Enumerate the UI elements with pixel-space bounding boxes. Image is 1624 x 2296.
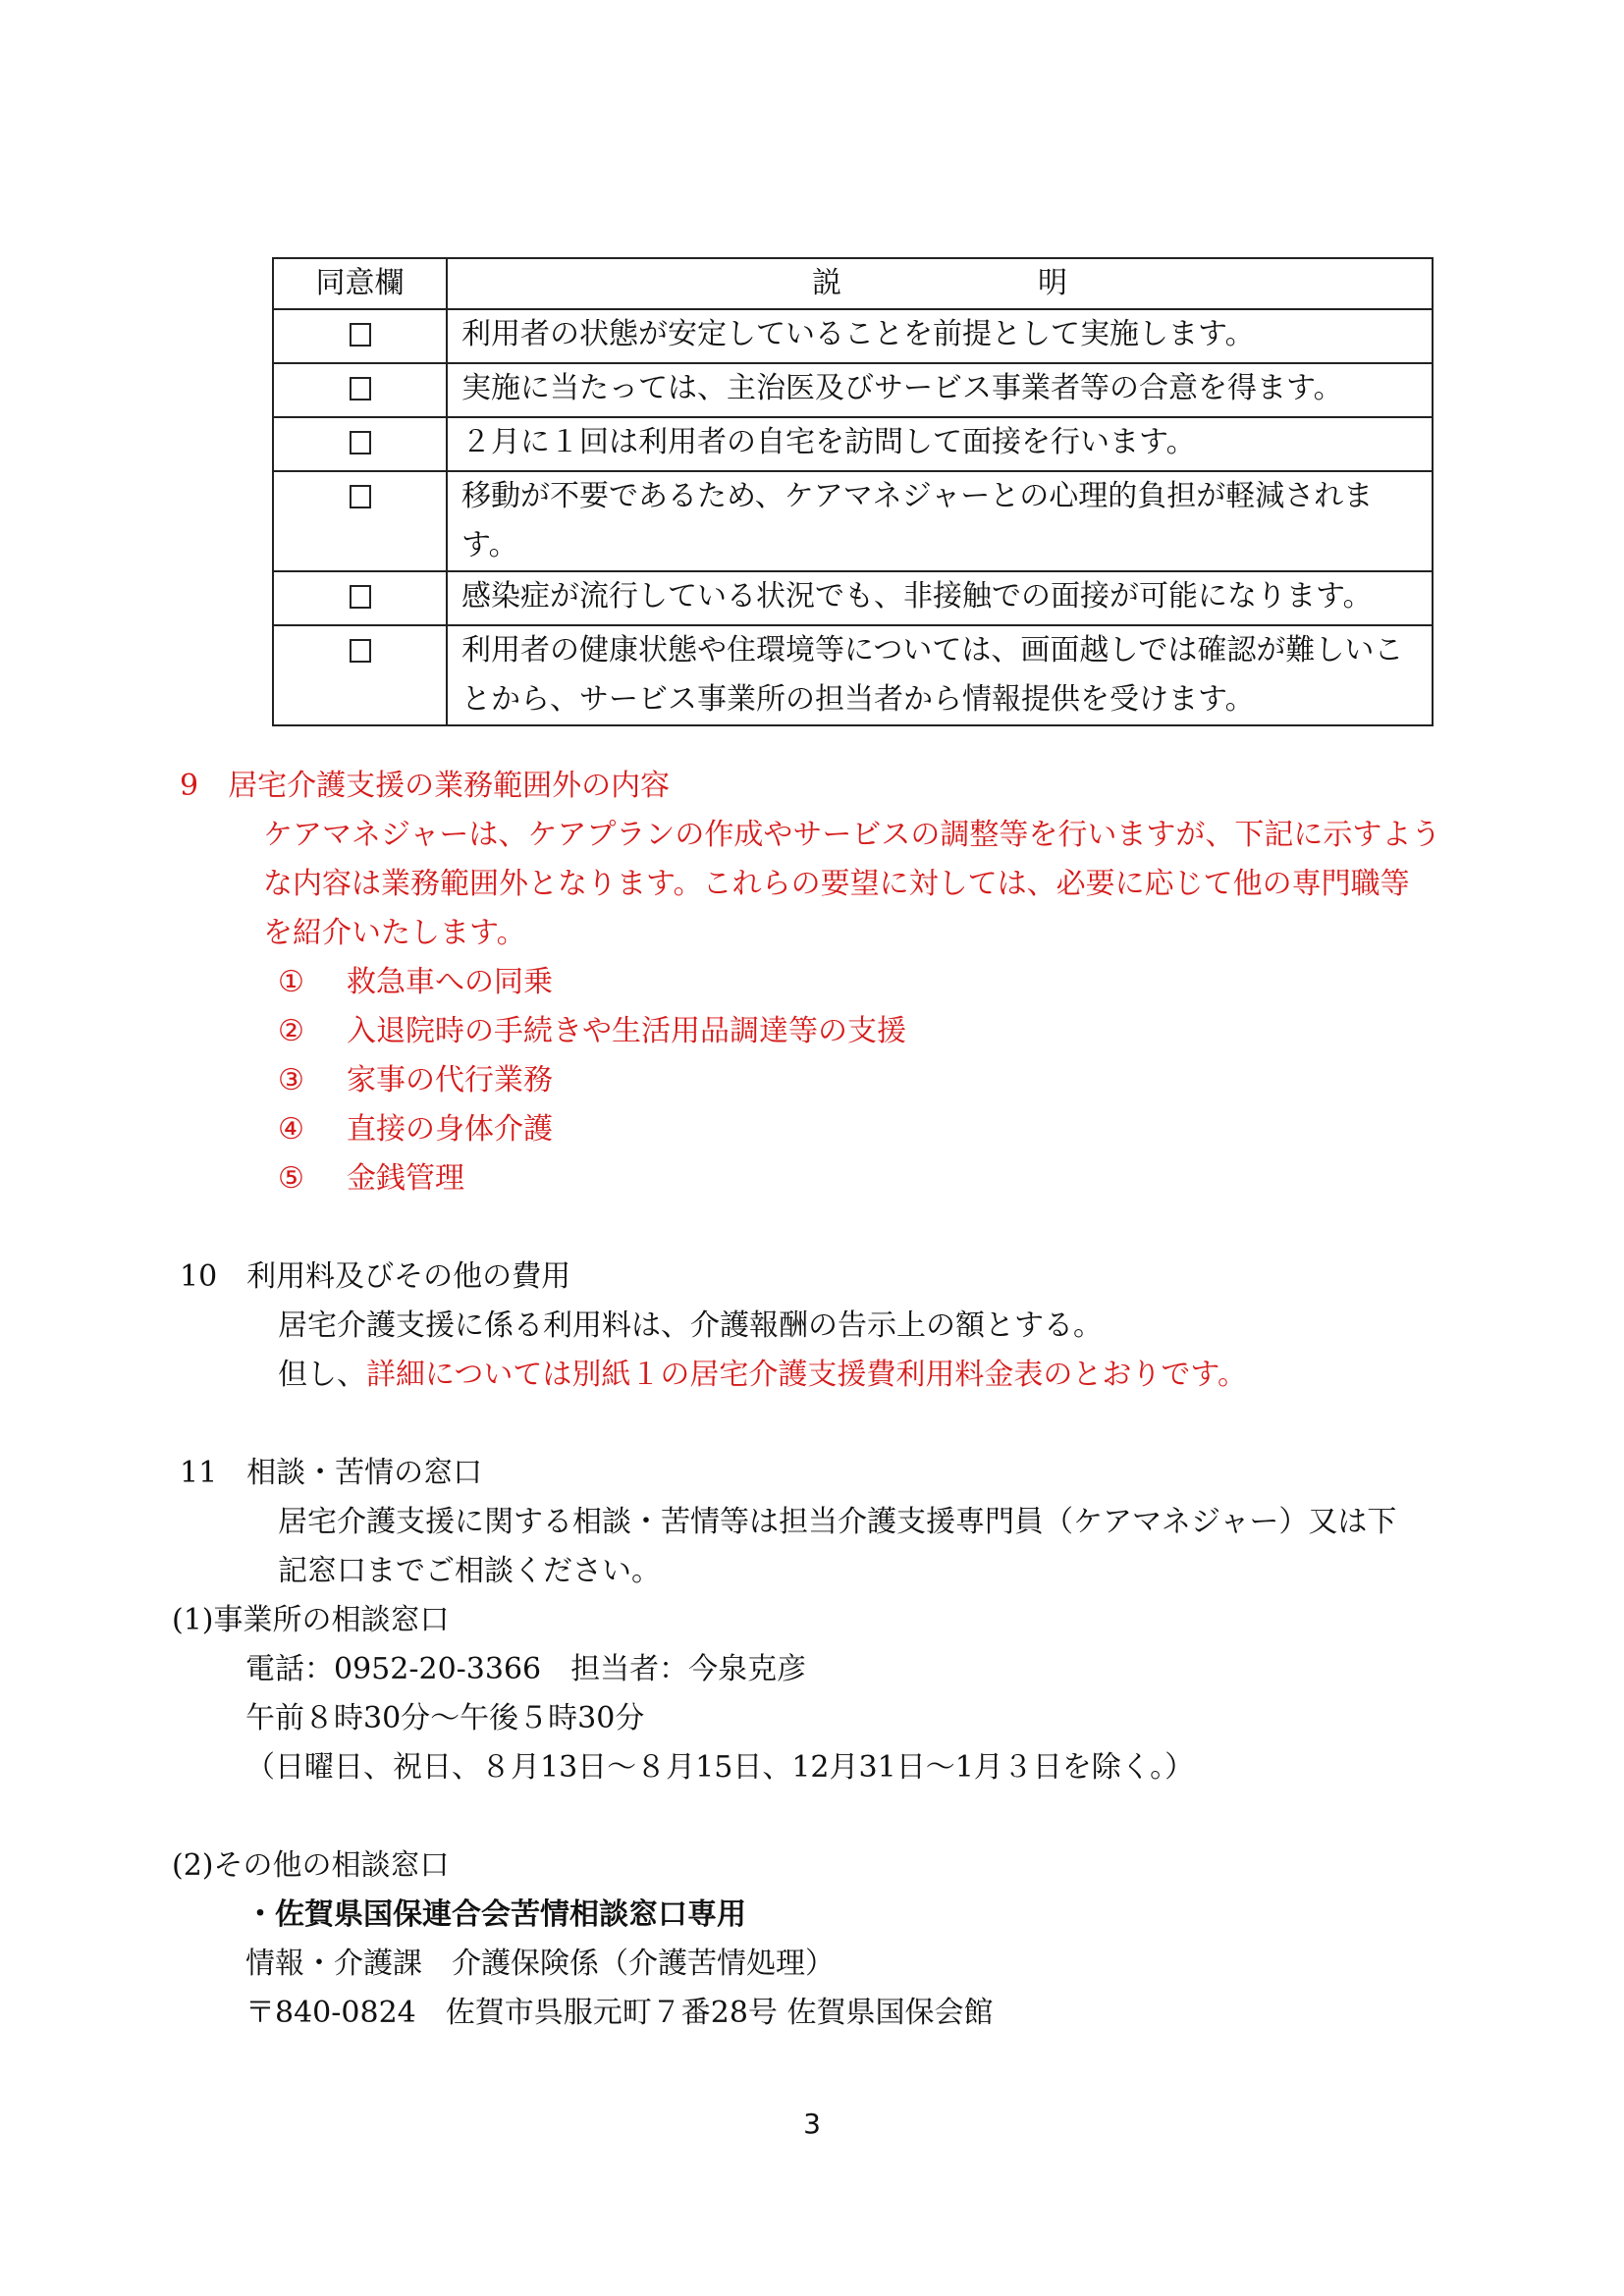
table-row <box>273 363 1433 417</box>
list-item <box>278 1014 906 1048</box>
description-cell: ２月に１回は利用者の自宅を訪問して面接を行います。 <box>447 417 1433 471</box>
office-contact-heading: (1)事業所の相談窓口 <box>172 1603 450 1637</box>
list-item-text: 家事の代行業務 <box>347 1063 553 1097</box>
list-item <box>278 1112 553 1147</box>
table-row <box>273 571 1433 625</box>
consent-table <box>272 257 1434 726</box>
table-header-row <box>273 258 1433 309</box>
section11-heading: 11 相談・苦情の窓口 <box>180 1456 483 1490</box>
table-row <box>273 471 1433 571</box>
office-hours: 午前８時30分～午後５時30分 <box>245 1701 645 1735</box>
list-item-text: 直接の身体介護 <box>347 1112 553 1147</box>
list-item-number: ④ <box>278 1112 304 1147</box>
section10-heading: 10 利用料及びその他の費用 <box>180 1259 571 1294</box>
description-cell: 移動が不要であるため、ケアマネジャーとの心理的負担が軽減されます。 <box>447 471 1433 571</box>
page-number: 3 <box>803 2108 821 2140</box>
list-item-text: 入退院時の手続きや生活用品調達等の支援 <box>347 1014 906 1048</box>
header-consent: 同意欄 <box>273 258 447 309</box>
other-contact-dept: 情報・介護課 介護保険係（介護苦情処理） <box>245 1947 835 1981</box>
consent-cell <box>273 471 447 571</box>
office-closed-days: （日曜日、祝日、８月13日～８月15日、12月31日～1月３日を除く。） <box>245 1750 1195 1785</box>
description-cell: 実施に当たっては、主治医及びサービス事業者等の合意を得ます。 <box>447 363 1433 417</box>
consent-cell <box>273 571 447 625</box>
section10-line2 <box>278 1358 1247 1392</box>
table-row <box>273 417 1433 471</box>
table-row <box>273 309 1433 363</box>
header-desc-char-2: 明 <box>1038 266 1067 300</box>
section9-para-line: ケアマネジャーは、ケアプランの作成やサービスの調整等を行いますが、下記に示すよう <box>263 818 1441 852</box>
section11-para-line: 居宅介護支援に関する相談・苦情等は担当介護支援専門員（ケアマネジャー）又は下 <box>278 1505 1397 1539</box>
consent-checkbox[interactable] <box>350 377 371 400</box>
section10-line1: 居宅介護支援に係る利用料は、介護報酬の告示上の額とする。 <box>278 1308 1103 1343</box>
other-contact-address: 〒840-0824 佐賀市呉服元町７番28号 佐賀県国保会館 <box>245 1996 994 2030</box>
description-cell: 感染症が流行している状況でも、非接触での面接が可能になります。 <box>447 571 1433 625</box>
list-item <box>278 965 553 999</box>
consent-cell <box>273 625 447 725</box>
consent-checkbox[interactable] <box>350 639 371 663</box>
office-phone-line: 電話：0952-20-3366 担当者：今泉克彦 <box>245 1652 807 1686</box>
list-item <box>278 1161 464 1196</box>
list-item <box>278 1063 553 1097</box>
consent-cell <box>273 417 447 471</box>
section10-line2-prefix: 但し、 <box>278 1358 366 1392</box>
list-item-text: 救急車への同乗 <box>347 965 553 999</box>
list-item-number: ① <box>278 965 304 999</box>
description-cell: 利用者の健康状態や住環境等については、画面越しでは確認が難しいことから、サービス事業所の担当者から情報提供を受けます。 <box>447 625 1433 725</box>
consent-checkbox[interactable] <box>350 585 371 609</box>
section9-para-line: を紹介いたします。 <box>263 916 526 950</box>
list-item-number: ⑤ <box>278 1161 304 1196</box>
list-item-text: 金銭管理 <box>347 1161 464 1196</box>
section10-line2-highlight: 詳細については別紙１の居宅介護支援費利用料金表のとおりです。 <box>366 1358 1247 1392</box>
list-item-number: ③ <box>278 1063 304 1097</box>
other-contact-org: ・佐賀県国保連合会苦情相談窓口専用 <box>245 1897 746 1932</box>
section9-heading: 9 居宅介護支援の業務範囲外の内容 <box>180 769 671 803</box>
other-contact-heading: (2)その他の相談窓口 <box>172 1848 450 1883</box>
consent-checkbox[interactable] <box>350 323 371 347</box>
table-row <box>273 625 1433 725</box>
consent-cell <box>273 363 447 417</box>
header-description <box>447 258 1433 309</box>
list-item-number: ② <box>278 1014 304 1048</box>
consent-cell <box>273 309 447 363</box>
section9-para-line: な内容は業務範囲外となります。これらの要望に対しては、必要に応じて他の専門職等 <box>263 867 1410 901</box>
description-cell: 利用者の状態が安定していることを前提として実施します。 <box>447 309 1433 363</box>
section11-para-line: 記窓口までご相談ください。 <box>278 1554 661 1588</box>
consent-checkbox[interactable] <box>350 431 371 454</box>
header-desc-char-1: 説 <box>812 266 841 300</box>
consent-checkbox[interactable] <box>350 485 371 508</box>
